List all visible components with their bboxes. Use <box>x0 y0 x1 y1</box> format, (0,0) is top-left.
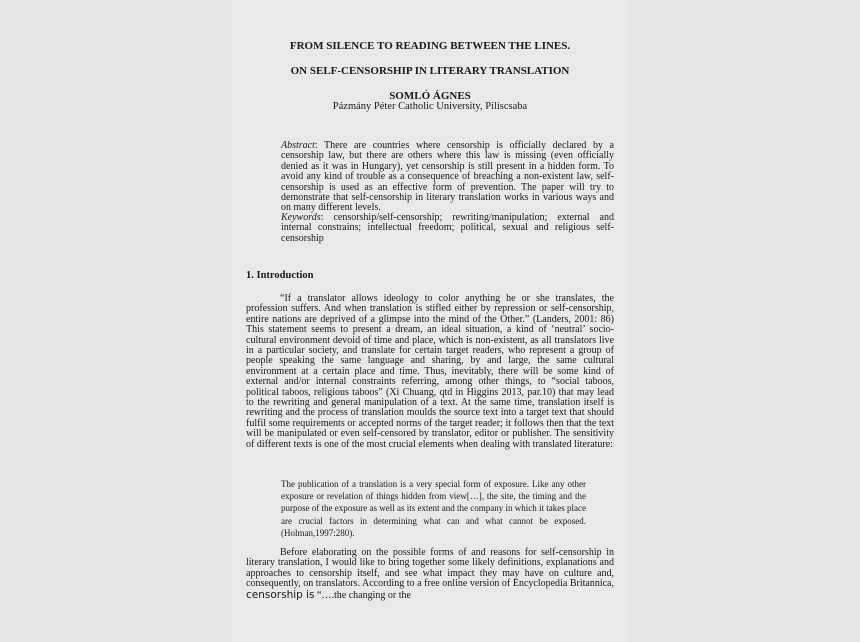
para2-text-before: Before elaborating on the possible forms of and reasons for self-censorship in literary translation, I would like to bring together some likely definitions, explanations and approaches to censorship itself, and see what impact they may have on culture and, consequently, on translators. According to a free online version of Encyclopedia Britannica, <box>246 547 614 590</box>
author-name: SOMLÓ ÁGNES <box>389 90 471 102</box>
body-paragraph-1: “If a translator allows ideology to color anything he or she translates, the profession suffers. And when translation is stifled either by repression or self-censorship, entire nations are deprived of a glimpse into the mind of the Other.” (Landers, 2001: 86) This statement seems to present a dream, an ideal situation, a kind of ‘neutral’ socio-cultural environment devoid of time and place, which is non-existent, as all translators live in a particular society, and translate for certain target readers, who represent a group of people speaking the same language and sharing, by and large, the same cultural environment at a certain place and time. Thus, inevitably, there will be some kind of external and/or internal constraints referring, among other things, to “social taboos, political taboos, religious taboos” (Xi Chuang, qtd in Higgins 2013, par.10) that may lead to the rewriting and general manipulation of a text. At the same time, translation itself is rewriting and the process of translation moulds the source text into a target text that should fulfil some requirements or accepted norms of the target reader; it follows then that the text will be manipulated or even self-censored by translator, editor or publisher. The sensitivity of different texts is one of the most crucial elements when dealing with translated literature: <box>246 293 614 450</box>
keywords-label: Keywords <box>281 212 321 223</box>
abstract-text: : There are countries where censorship is officially declared by a censorship law, but there are others where this law is missing (even officially denied as it was in Hungary), yet censorship is still present in a hidden form. To avoid any kind of trouble as a consequence of breaching a non-existent law, self-censorship is used as an effective form of prevention. The paper will try to demonstrate that self-censorship in literary translation works in various ways and on many different levels. <box>281 140 614 214</box>
paper-title-line2: ON SELF-CENSORSHIP IN LITERARY TRANSLATION <box>290 65 570 77</box>
author-affiliation: Pázmány Péter Catholic University, Piliscsaba <box>332 101 528 112</box>
body-paragraph-2 <box>246 548 614 601</box>
keywords <box>281 213 614 244</box>
abstract-label: Abstract <box>281 140 315 151</box>
para2-text-after: “….the changing or the <box>317 589 411 601</box>
abstract <box>281 141 614 214</box>
block-quote: The publication of a translation is a very special form of exposure. Like any other exposure or revelation of things hidden from view[…], the site, the timing and the purpose of the exposure as well as its extent and the company in which it takes place are crucial factors in determining what can and what cannot be exposed. (Holman,1997:280). <box>281 479 586 538</box>
paper-title-line1: FROM SILENCE TO READING BETWEEN THE LINES. <box>289 40 571 52</box>
section-heading: 1. Introduction <box>246 270 314 281</box>
para2-sans-text: censorship is <box>246 588 315 601</box>
keywords-text: : censorship/self-censorship; rewriting/manipulation; external and internal constrains; intellectual freedom; political, sexual and religious self-censorship <box>281 212 614 244</box>
